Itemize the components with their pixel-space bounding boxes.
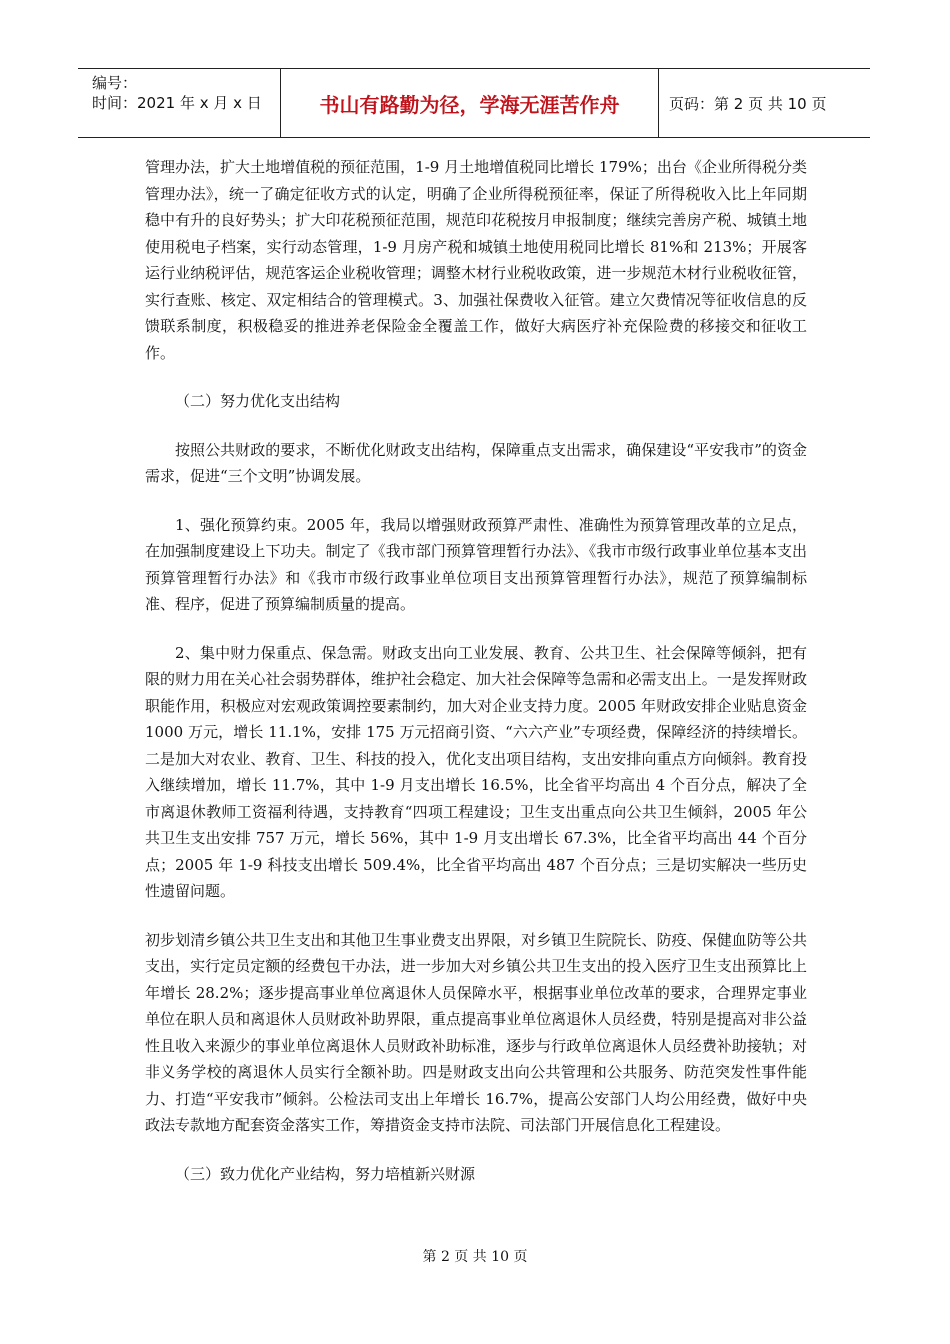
paragraph: 按照公共财政的要求，不断优化财政支出结构，保障重点支出需求，确保建设“平安我市”的资金需求，促进“三个文明”协调发展。 [145,440,807,485]
section-heading: （二）努力优化支出结构 [175,392,341,410]
paragraph: 1、强化预算约束。2005 年，我局以增强财政预算严肃性、准确性为预算管理改革的立足点，在加强制度建设上下功夫。制定了《我市部门预算管理暂行办法》、《我市市级行政事业单位基本支出预算管理暂行办法》和《我市市级行政事业单位项目支出预算管理暂行办法》，规范了预算编制标准、程序，促进了预算编制质量的提高。 [145,515,807,613]
header-motto: 书山有路勤为径，学海无涯苦作舟 [281,69,659,137]
header-page-info: 页码：第 2 页 共 10 页 [669,94,827,113]
paragraph: 初步划清乡镇公共卫生支出和其他卫生事业费支出界限，对乡镇卫生院院长、防疫、保健血防等公共支出，实行定员定额的经费包干办法，进一步加大对乡镇公共卫生支出的投入医疗卫生支出预算比上年增长 28.2%；逐步提高事业单位离退休人员保障水平，根据事业单位改革的要求，合理界定事业单位在职人员和离退休人员财政补助界限，重点提高事业单位离退休人员经费，特别是提高对非公益性且收入来源少的事业单位离退休人员财政补助标准，逐步与行政单位离退休人员经费补助接轨；对非义务学校的离退休人员实行全额补助。四是财政支出向公共管理和公共服务、防范突发性事件能力、打造“平安我市”倾斜。公检法司支出上年增长 16.7%，提高公安部门人均公用经费，做好中央政法专款地方配套资金落实工作，筹措资金支持市法院、司法部门开展信息化工程建设。 [145,930,807,1134]
section-heading: （三）致力优化产业结构，努力培植新兴财源 [175,1164,476,1183]
header-meta [78,69,281,137]
page-header [78,68,870,138]
document-date: 时间：2021 年 x 月 x 日 [92,94,262,112]
footer-page-number: 第 2 页 共 10 页 [422,1249,528,1265]
document-body [145,154,807,1187]
document-number-label: 编号： [92,74,138,92]
page-footer [0,1246,950,1266]
paragraph: 管理办法，扩大土地增值税的预征范围，1-9 月土地增值税同比增长 179%；出台《企业所得税分类管理办法》，统一了确定征收方式的认定，明确了企业所得税预征率，保证了所得税收入比上年同期稳中有升的良好势头；扩大印花税预征范围，规范印花税按月申报制度；继续完善房产税、城镇土地使用税电子档案，实行动态管理，1-9 月房产税和城镇土地使用税同比增长 81%和 213%；开展客运行业纳税评估，规范客运企业税收管理；调整木材行业税收政策，进一步规范木材行业税收征管，实行查账、核定、双定相结合的管理模式。3、加强社保费收入征管。建立欠费情况等征收信息的反馈联系制度，积极稳妥的推进养老保险金全覆盖工作，做好大病医疗补充保险费的移接交和征收工作。 [145,158,807,362]
paragraph: 2、集中财力保重点、保急需。财政支出向工业发展、教育、公共卫生、社会保障等倾斜，把有限的财力用在关心社会弱势群体，维护社会稳定、加大社会保障等急需和必需支出上。一是发挥财政职能作用，积极应对宏观政策调控要素制约，加大对企业支持力度。2005 年财政安排企业贴息资金 1000 万元，增长 11.1%，安排 175 万元招商引资、“六六产业”专项经费，保障经济的持续增长。二是加大对农业、教育、卫生、科技的投入，优化支出项目结构，支出安排向重点方向倾斜。教育投入继续增加，增长 11.7%，其中 1-9 月支出增长 16.5%，比全省平均高出 4 个百分点，解决了全市离退休教师工资福利待遇，支持教育“四项工程建设；卫生支出重点向公共卫生倾斜，2005 年公共卫生支出安排 757 万元，增长 56%，其中 1-9 月支出增长 67.3%，比全省平均高出 44 个百分点；2005 年 1-9 科技支出增长 509.4%，比全省平均高出 487 个百分点；三是切实解决一些历史性遗留问题。 [145,643,807,900]
